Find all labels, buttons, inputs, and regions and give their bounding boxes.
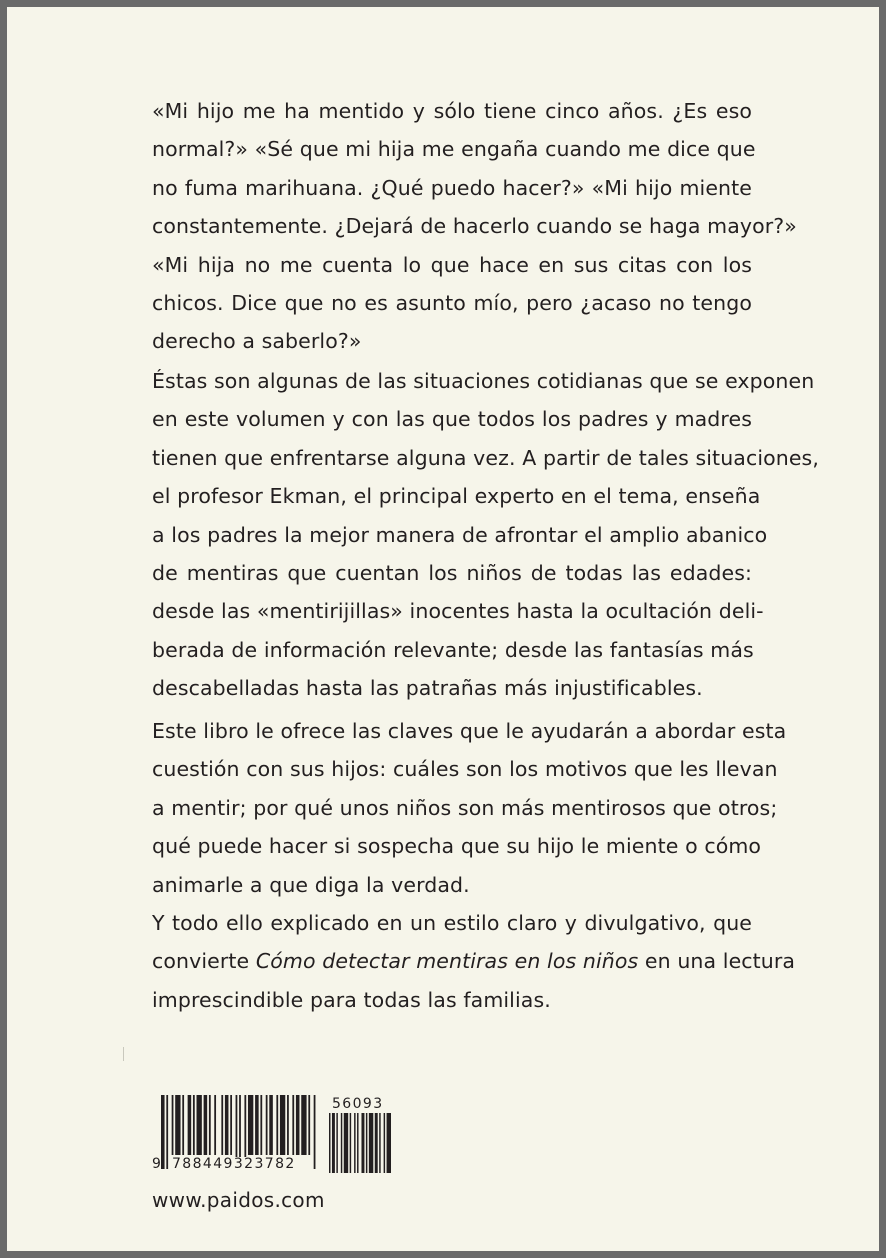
text-line: derecho a saberlo?» [152,329,362,354]
intro-quotes-paragraph [152,92,797,361]
barcode-bar [221,1095,223,1155]
barcode-bar [276,1095,278,1155]
summary-paragraph [152,712,796,1019]
barcode-addon-bar [369,1113,373,1173]
text-line: berada de información relevante; desde las fantasías más [152,637,754,662]
barcode-bar [260,1095,262,1155]
barcode-bar [209,1095,211,1155]
barcode-addon-bar [344,1113,348,1173]
text-line: imprescindible para todas las familias. [152,987,551,1012]
text-line: a mentir; por qué unos niños son más mentirosos que otros; [152,795,778,820]
barcode-bar [230,1095,232,1155]
barcode-addon-bar [357,1113,358,1173]
barcode-addon-bar [366,1113,367,1173]
text-fragment: en una lectura [638,949,796,974]
text-line: de mentiras que cuentan los niños de todas las edades: [152,560,752,585]
text-line: desde las «mentirijillas» inocentes hasta la ocultación deli- [152,599,764,624]
crop-mark [123,1047,124,1061]
barcode-number: 788449323782 [172,1156,296,1172]
text-line: cuestión con sus hijos: cuáles son los motivos que les llevan [152,757,778,782]
barcode-addon-bar [350,1113,351,1173]
barcode-bar [197,1095,202,1155]
barcode-bar [296,1095,300,1155]
barcode-addon-bar [361,1113,364,1173]
book-title: Cómo detectar mentiras en los niños [255,949,639,974]
text-line: «Mi hijo me ha mentido y sólo tiene cinco años. ¿Es eso [152,99,752,123]
barcode-bar [225,1095,229,1155]
barcode-bar [248,1095,253,1155]
barcode-bar [308,1095,310,1155]
text-line: qué puede hacer si sospecha que su hijo le miente o cómo [152,834,762,859]
text-line: tienen que enfrentarse alguna vez. A partir de tales situaciones, [152,445,819,470]
text-line-with-title [152,942,796,980]
barcode-addon-bar [336,1113,337,1173]
barcode-bar [166,1095,168,1169]
barcode-addon-bar [379,1113,380,1173]
barcode-bar [172,1095,174,1155]
barcode-bar [182,1095,184,1155]
barcode-bar [280,1095,285,1155]
barcode-bar [204,1095,208,1155]
barcode-bar [301,1095,306,1155]
text-line: chicos. Dice que no es asunto mío, pero ¿acaso no tengo [152,290,752,315]
barcode-bar [175,1095,180,1155]
isbn-barcode [152,1095,399,1173]
text-line: el profesor Ekman, el principal experto en el tema, enseña [152,484,761,509]
text-line: Y todo ello explicado en un estilo claro y divulgativo, que [152,910,752,935]
text-line: en este volumen y con las que todos los padres y madres [152,407,752,432]
text-fragment: convierte [152,949,256,974]
barcode-addon-bar [387,1113,391,1173]
barcode-addon-bar [354,1113,355,1173]
barcode-bar [314,1095,316,1169]
barcode-addon-number: 56093 [332,1096,384,1112]
barcode-bar [287,1095,289,1155]
barcode-bar [193,1095,195,1155]
barcode-addon-bar [384,1113,385,1173]
barcode-bar [214,1095,216,1155]
barcode-bar [269,1095,273,1155]
barcode-addon-bar [375,1113,378,1173]
barcode-bar [188,1095,192,1155]
barcode-bar [292,1095,294,1155]
text-line: animarle a que diga la verdad. [152,872,470,897]
text-line: Éstas son algunas de las situaciones cotidianas que se exponen [152,369,815,393]
text-line: a los padres la mejor manera de afrontar el amplio abanico [152,522,768,547]
barcode-bar [255,1095,259,1155]
barcode-bar [266,1095,268,1155]
text-line: «Mi hija no me cuenta lo que hace en sus citas con los [152,252,752,277]
description-paragraph [152,362,819,708]
text-line: descabelladas hasta las patrañas más injustificables. [152,676,703,701]
publisher-website: www.paidos.com [152,1188,325,1212]
text-line: constantemente. ¿Dejará de hacerlo cuando se haga mayor?» [152,214,797,239]
barcode-addon-bar [341,1113,342,1173]
text-line: normal?» «Sé que mi hija me engaña cuando me dice que [152,137,756,162]
text-line: no fuma marihuana. ¿Qué puedo hacer?» «Mi hijo miente [152,175,752,200]
barcode-lead-digit: 9 [152,1156,163,1172]
text-line: Este libro le ofrece las claves que le ayudarán a abordar esta [152,719,787,743]
barcode-addon-bar [332,1113,335,1173]
barcode-addon-bar [329,1113,330,1173]
